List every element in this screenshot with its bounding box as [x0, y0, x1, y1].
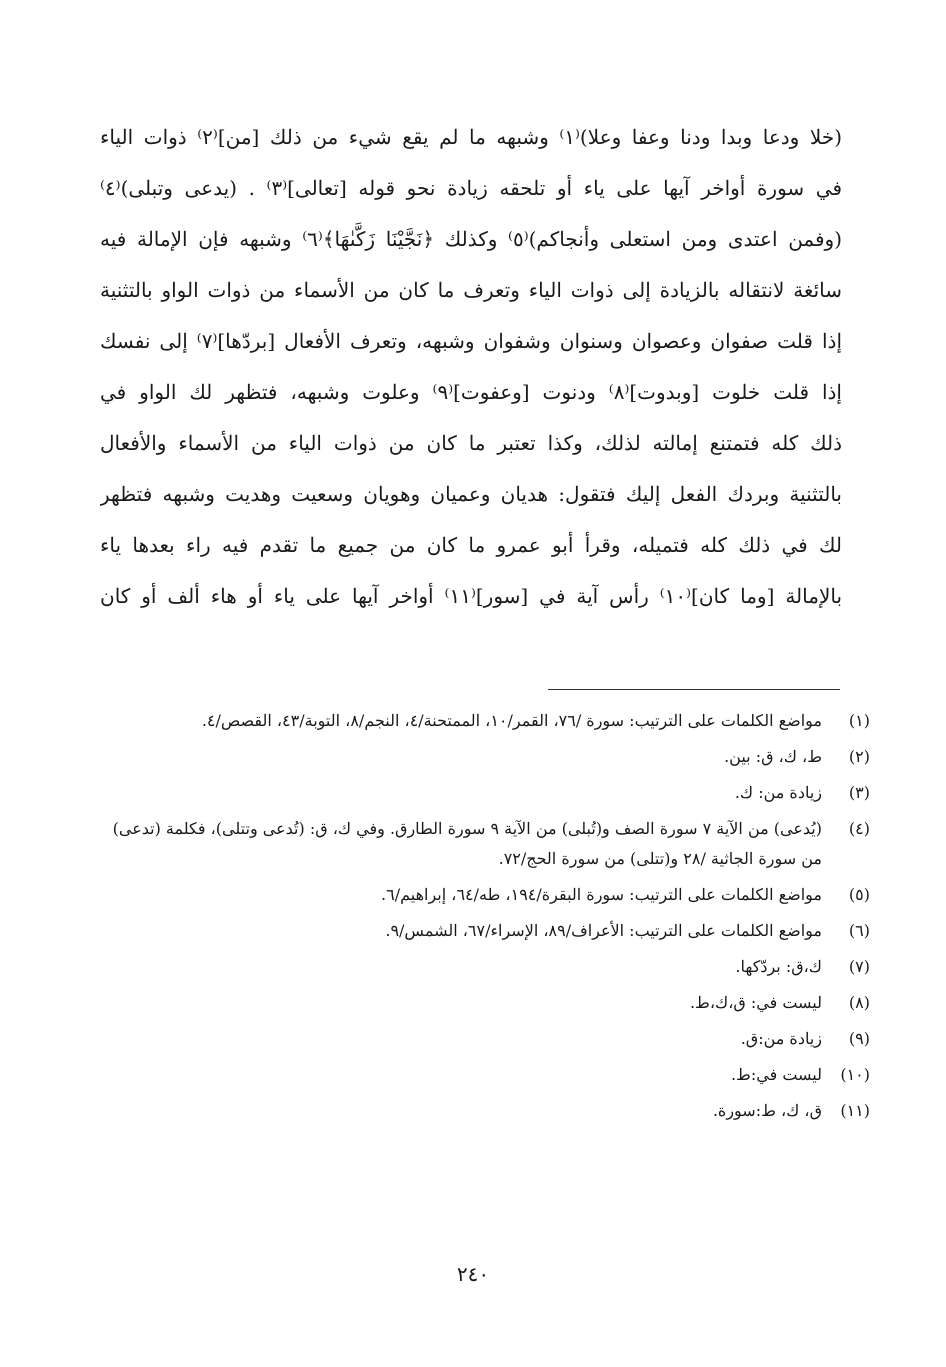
footnote-number: (٦) — [848, 921, 870, 940]
footnote-item — [100, 706, 870, 736]
body-line: لك في ذلك كله فتميله، وقرأ أبو عمرو ما كان من جميع ما تقدم فيه راء بعدها ياء — [100, 533, 842, 557]
footnote-divider — [548, 689, 840, 690]
footnote-item — [100, 778, 870, 808]
body-line: (خلا ودعا وبدا ودنا وعفا وعلا)⁽١⁾ وشبهه ما لم يقع شيء من ذلك [من]⁽٢⁾ ذوات الياء — [100, 125, 842, 149]
footnote-text: (يُدعى) من الآية ٧ سورة الصف و(تُبلى) من الآية ٩ سورة الطارق. وفي ك، ق: (تُدعى وتتلى)، فكلمة (تدعى) من سورة الجاثية /٢٨ و(تتلى) من سورة الحج/٧٢. — [112, 819, 822, 868]
body-line: (وفمن اعتدى ومن استعلى وأنجاكم)⁽٥⁾ وكذلك ﴿نَجَّيْنَا زَكَّىٰهَا﴾⁽٦⁾ وشبهه فإن الإمالة فيه — [100, 227, 842, 251]
footnote-number: (٩) — [848, 1029, 870, 1048]
body-line: بالإمالة [وما كان]⁽١٠⁾ رأس آية في [سور]⁽١١⁾ أواخر آيها على ياء أو هاء ألف أو كان — [100, 584, 842, 608]
main-body-text — [100, 112, 842, 622]
footnote-number: (٥) — [848, 885, 870, 904]
footnote-text: مواضع الكلمات على الترتيب: سورة /٧٦، القمر/١٠، الممتحنة/٤، النجم/٨، التوبة/٤٣، القصص/٤. — [201, 711, 822, 730]
footnote-number: (٨) — [848, 993, 870, 1012]
footnote-text: ط، ك، ق: بين. — [724, 747, 822, 766]
footnote-item — [100, 916, 870, 946]
footnote-number: (٤) — [848, 819, 870, 838]
footnote-item — [100, 988, 870, 1018]
footnote-number: (٢) — [848, 747, 870, 766]
footnote-text: مواضع الكلمات على الترتيب: سورة البقرة/١٩٤، طه/٦٤، إبراهيم/٦. — [381, 885, 822, 904]
footnote-item — [100, 814, 870, 874]
footnote-item — [100, 742, 870, 772]
footnote-item — [100, 1096, 870, 1126]
body-line: بالتثنية وبردك الفعل إليك فتقول: هديان وعميان وهويان وسعيت وهديت وشبهه فتظهر — [100, 482, 842, 506]
footnote-text: ليست في:ط. — [730, 1065, 822, 1084]
body-line: إذا قلت صفوان وعصوان وسنوان وشفوان وشبهه، وتعرف الأفعال [بردّها]⁽٧⁾ إلى نفسك — [100, 329, 842, 353]
footnote-item — [100, 1024, 870, 1054]
footnotes-list — [100, 706, 870, 1132]
body-line: ذلك كله فتمتنع إمالته لذلك، وكذا تعتبر ما كان من ذوات الياء من الأسماء والأفعال — [100, 431, 842, 455]
footnote-text: ق، ك، ط:سورة. — [712, 1101, 822, 1120]
footnote-number: (٧) — [848, 957, 870, 976]
footnote-number: (٣) — [848, 783, 870, 802]
footnote-number: (١١) — [840, 1101, 870, 1120]
footnote-item — [100, 880, 870, 910]
footnote-number: (١) — [848, 711, 870, 730]
footnote-text: ك،ق: بردّكها. — [735, 957, 822, 976]
page-number: ٢٤٠ — [456, 1262, 490, 1286]
footnote-text: زيادة من: ك. — [734, 783, 822, 802]
footnote-text: زيادة من:ق. — [740, 1029, 822, 1048]
body-line: سائغة لانتقاله بالزيادة إلى ذوات الياء وتعرف ما كان من الأسماء من ذوات الواو بالتثنية — [100, 278, 842, 302]
body-line: في سورة أواخر آيها على ياء أو تلحقه زيادة نحو قوله [تعالى]⁽٣⁾ . (يدعى وتبلى)⁽٤⁾ — [100, 176, 842, 200]
footnote-text: مواضع الكلمات على الترتيب: الأعراف/٨٩، الإسراء/٦٧، الشمس/٩. — [385, 921, 822, 940]
footnote-text: ليست في: ق،ك،ط. — [689, 993, 822, 1012]
body-line: إذا قلت خلوت [وبدوت]⁽٨⁾ ودنوت [وعفوت]⁽٩⁾ وعلوت وشبهه، فتظهر لك الواو في — [100, 380, 842, 404]
footnote-number: (١٠) — [840, 1065, 870, 1084]
footnote-item — [100, 952, 870, 982]
footnote-item — [100, 1060, 870, 1090]
